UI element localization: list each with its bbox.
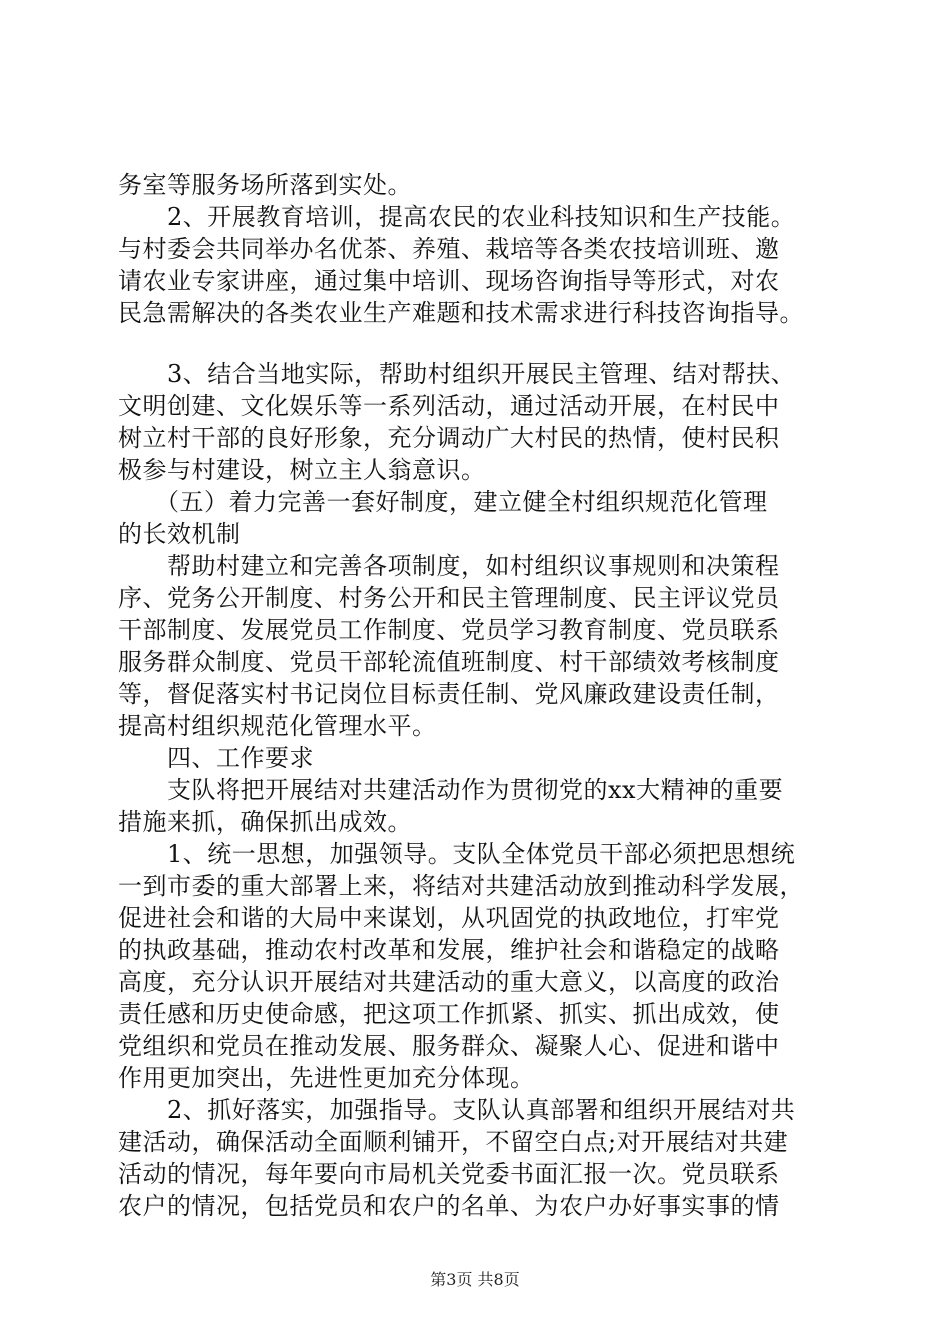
text-line: 请农业专家讲座，通过集中培训、现场咨询指导等形式，对农 xyxy=(118,267,780,295)
text-line: 2、抓好落实，加强指导。支队认真部署和组织开展结对共 xyxy=(118,1096,796,1124)
text-line: 与村委会共同举办名优茶、养殖、栽培等各类农技培训班、邀 xyxy=(118,235,780,263)
text-line: 极参与村建设，树立主人翁意识。 xyxy=(118,456,486,484)
text-line: 高度，充分认识开展结对共建活动的重大意义，以高度的政治 xyxy=(118,968,780,996)
text-line: 作用更加突出，先进性更加充分体现。 xyxy=(118,1064,535,1092)
text-line: 农户的情况，包括党员和农户的名单、为农户办好事实事的情 xyxy=(118,1192,780,1220)
text-line: 服务群众制度、党员干部轮流值班制度、村干部绩效考核制度 xyxy=(118,648,780,676)
text-line: 树立村干部的良好形象，充分调动广大村民的热情，使村民积 xyxy=(118,424,780,452)
text-line: 帮助村建立和完善各项制度，如村组织议事规则和决策程 xyxy=(118,552,780,580)
text-line: 1、统一思想，加强领导。支队全体党员干部必须把思想统 xyxy=(118,840,796,868)
text-line: 的执政基础，推动农村改革和发展，维护社会和谐稳定的战略 xyxy=(118,936,780,964)
text-line: 序、党务公开制度、村务公开和民主管理制度、民主评议党员 xyxy=(118,584,780,612)
text-line: 建活动，确保活动全面顺利铺开，不留空白点;对开展结对共建 xyxy=(118,1128,789,1156)
text-line: 支队将把开展结对共建活动作为贯彻党的xx大精神的重要 xyxy=(118,776,784,804)
text-line: 文明创建、文化娱乐等一系列活动，通过活动开展，在村民中 xyxy=(118,392,780,420)
page-number-footer: 第3页 共8页 xyxy=(430,1270,520,1289)
section-heading: （五）着力完善一套好制度，建立健全村组织规范化管理 xyxy=(118,488,768,516)
text-line: 干部制度、发展党员工作制度、党员学习教育制度、党员联系 xyxy=(118,616,780,644)
text-line: 2、开展教育培训，提高农民的农业科技知识和生产技能。 xyxy=(118,203,796,231)
text-line: 促进社会和谐的大局中来谋划，从巩固党的执政地位，打牢党 xyxy=(118,904,780,932)
text-line: 活动的情况，每年要向市局机关党委书面汇报一次。党员联系 xyxy=(118,1160,780,1188)
section-heading: 四、工作要求 xyxy=(118,744,314,772)
text-line: 务室等服务场所落到实处。 xyxy=(118,171,412,199)
text-line: 3、结合当地实际，帮助村组织开展民主管理、结对帮扶、 xyxy=(118,360,796,388)
text-line: 等，督促落实村书记岗位目标责任制、党风廉政建设责任制， xyxy=(118,680,780,708)
section-heading: 的长效机制 xyxy=(118,520,241,548)
text-line: 民急需解决的各类农业生产难题和技术需求进行科技咨询指导。 xyxy=(118,299,804,327)
text-line: 党组织和党员在推动发展、服务群众、凝聚人心、促进和谐中 xyxy=(118,1032,780,1060)
text-line: 提高村组织规范化管理水平。 xyxy=(118,712,437,740)
text-line: 一到市委的重大部署上来，将结对共建活动放到推动科学发展， xyxy=(118,872,804,900)
text-line: 责任感和历史使命感，把这项工作抓紧、抓实、抓出成效，使 xyxy=(118,1000,780,1028)
text-line: 措施来抓，确保抓出成效。 xyxy=(118,808,412,836)
